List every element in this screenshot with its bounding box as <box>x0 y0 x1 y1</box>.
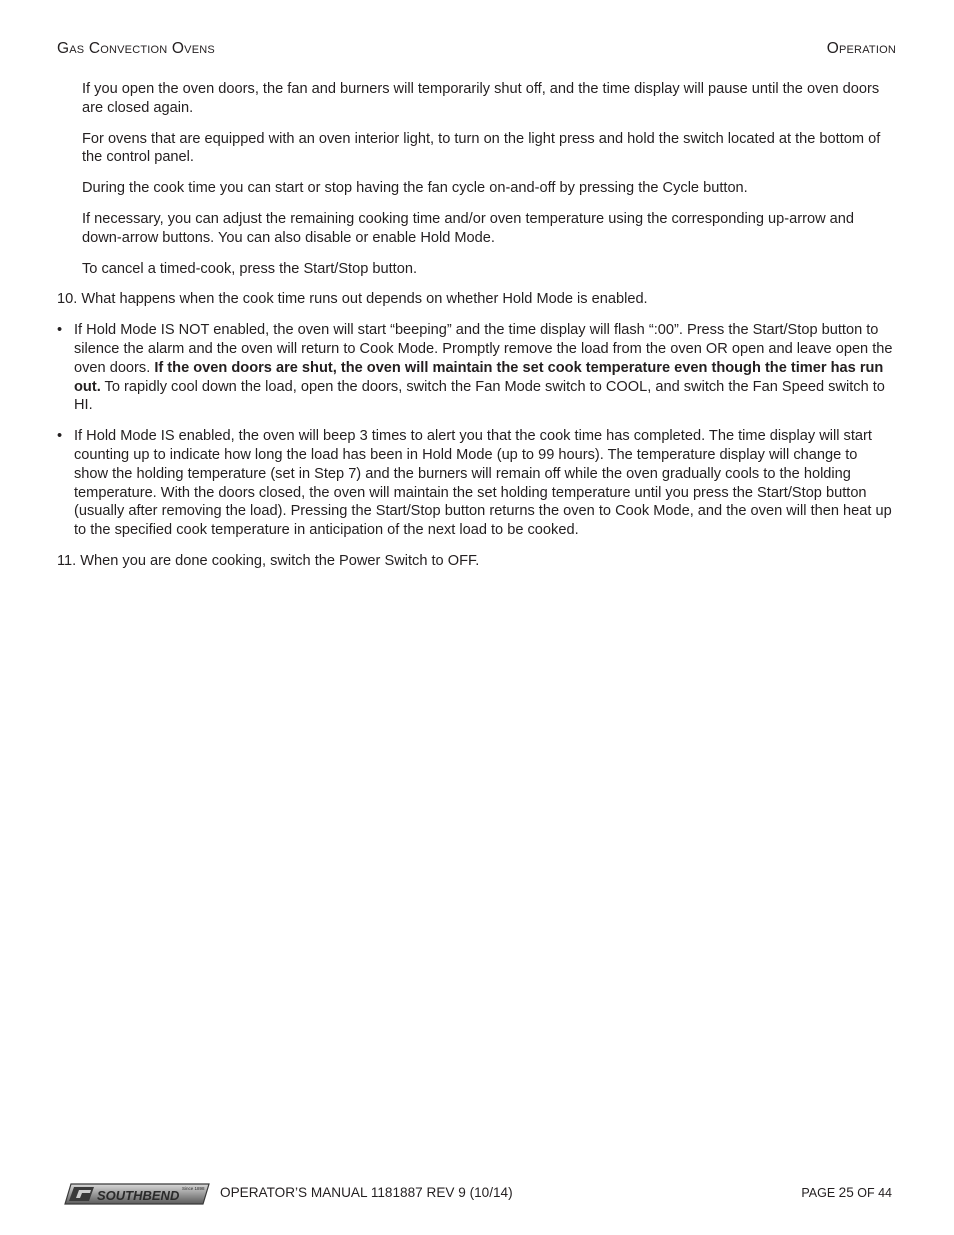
bullet-marker: • <box>57 322 63 339</box>
paragraph-interior-light: For ovens that are equipped with an oven interior light, to turn on the light press and hold the switch located at the bottom of the control panel. <box>82 130 881 166</box>
logo-since: Since 1898 <box>182 1186 205 1191</box>
document-body <box>0 80 954 583</box>
logo-wordmark: SOUTHBEND <box>97 1188 180 1203</box>
bullet-marker: • <box>57 428 63 445</box>
header-title-left: Gas Convection Ovens <box>57 40 215 57</box>
bullet1-bold-warning: If the oven doors are shut, the oven will maintain the set cook temperature even though the timer has run out. <box>74 359 884 395</box>
paragraph-doors-open: If you open the oven doors, the fan and burners will temporarily shut off, and the time display will pause until the oven doors are closed again. <box>82 81 880 116</box>
page-total: OF 44 <box>857 1186 892 1200</box>
page-label: PAGE <box>801 1186 836 1200</box>
page-footer <box>0 1180 954 1208</box>
bullet-hold-mode-not-enabled <box>57 321 894 415</box>
paragraph-adjust-time: If necessary, you can adjust the remaining cooking time and/or oven temperature using the corresponding up-arrow and down-arrow buttons. You can also disable or enable Hold Mode. <box>82 210 855 246</box>
step-10: 10. What happens when the cook time runs out depends on whether Hold Mode is enabled. <box>57 291 648 308</box>
step-11: 11. When you are done cooking, switch the Power Switch to OFF. <box>57 552 480 569</box>
bullet-hold-mode-enabled <box>57 427 894 540</box>
bullet1-text-b: To rapidly cool down the load, open the doors, switch the Fan Mode switch to COOL, and switch the Fan Speed switch to HI. <box>74 378 885 414</box>
bullet2-text: If Hold Mode IS enabled, the oven will beep 3 times to alert you that the cook time has completed. The time display will start counting up to indicate how long the load has been in Hold Mode (up to 99 hours). The temperature display will change to show the holding temperature (set in Step 7) and the burners will remain off while the oven gradually cools to the holding temperature. With the doors closed, the oven will maintain the set holding temperature until you press the Start/Stop button (usually after removing the load). Pressing the Start/Stop button returns the oven to Cook Mode, and the oven will then heat up to the specified cook temperature in anticipation of the next load to be cooked. <box>74 428 892 539</box>
paragraph-fan-cycle: During the cook time you can start or stop having the fan cycle on-and-off by pressing the Cycle button. <box>82 180 748 197</box>
southbend-logo <box>63 1182 211 1206</box>
paragraph-cancel: To cancel a timed-cook, press the Start/Stop button. <box>82 260 418 277</box>
header-title-right: Operation <box>826 40 896 57</box>
bullet1-text-a: If Hold Mode IS NOT enabled, the oven will start “beeping” and the time display will flash “:00”. Press the Start/Stop button to silence the alarm and the oven will return to Cook Mode. Promptly remove the load from the oven OR open and leave open the oven doors. <box>74 322 893 376</box>
page-number: 25 <box>838 1185 854 1200</box>
manual-reference: OPERATOR’S MANUAL 1181887 REV 9 (10/14) <box>220 1185 513 1200</box>
page-indicator <box>801 1185 892 1200</box>
